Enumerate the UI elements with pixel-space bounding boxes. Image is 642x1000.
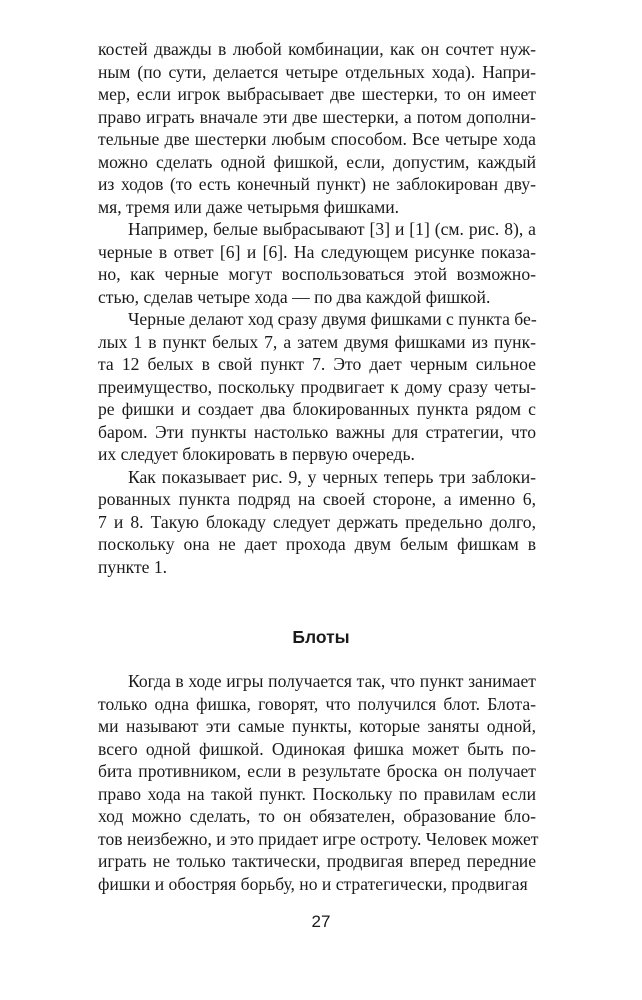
paragraph [98,670,539,895]
text-line: лых 1 в пункт белых 7, а затем двумя фишками из пунк- [98,331,536,352]
text-line: их следует блокировать в первую очередь. [98,444,415,464]
paragraph [98,38,536,218]
text-line [98,466,536,489]
text-line: черные в ответ [6] и [6]. На следующем рисунке показа- [98,241,536,262]
text-line: стью, сделав четыре хода — по два каждой фишкой. [98,286,491,307]
text-line [98,670,536,693]
text-line: 7 и 8. Такую блокаду следует держать предельно долго, [98,511,536,532]
text-line: рованных пункта подряд на своей стороне, а именно 6, [98,489,536,509]
text-line: ре фишки и создает два блокированных пункта рядом с [98,399,536,419]
text-line: костей дважды в любой комбинации, как он сочтет нуж- [98,39,536,59]
text-line: ход можно сделать, то он обязателен, образование бло- [98,806,536,826]
text-line-content: Черные делают ход сразу двумя фишками с пункта бе- [128,309,537,329]
paragraph [98,308,536,466]
text-block-top [98,38,536,578]
text-line [98,218,536,241]
text-line: пункте 1. [98,556,168,577]
text-line-content: Как показывает рис. 9, у черных теперь три заблоки- [128,466,536,487]
text-line: играть не только тактически, продвигая вперед передние [98,851,536,871]
paragraph [98,466,536,579]
text-line: право хода на такой пункт. Поскольку по правилам если [98,783,536,804]
paragraph [98,218,536,308]
text-line-content: Например, белые выбрасывают [3] и [1] (см. рис. 8), а [128,219,536,239]
page-number: 27 [311,912,331,931]
section-title: Блоты [292,627,350,647]
text-line: ным (по сути, делается четыре отдельных хода). Напри- [98,61,536,82]
text-line: но, как черные могут воспользоваться этой возможно- [98,264,536,284]
text-line: поскольку она не дает прохода двум белым фишкам в [98,534,536,554]
text-line: можно сделать одной фишкой, если, допустим, каждый [98,151,536,172]
text-line: всего одной фишкой. Одинокая фишка может быть по- [98,738,536,759]
text-block-bottom [98,670,539,895]
text-line [98,308,536,331]
text-line: баром. Эти пункты настолько важны для стратегии, что [98,421,536,442]
text-line: мер, если игрок выбрасывает две шестерки, то он имеет [98,84,536,104]
text-line: бита противником, если в результате броска он получает [98,761,536,781]
text-line-content: Когда в ходе игры получается так, что пункт занимает [128,671,536,691]
text-line: из ходов (то есть конечный пункт) не заблокирован дву- [98,174,536,194]
text-line: преимущество, поскольку продвигает к дому сразу четы- [98,376,536,397]
text-line: право играть вначале эти две шестерки, а потом дополни- [98,106,536,127]
text-line: тов неизбежно, и это придает игре остроту. Человек может [98,828,539,849]
text-line: тельные две шестерки любым способом. Все четыре хода [98,129,536,149]
text-line: только одна фишка, говорят, что получился блот. Блота- [98,693,536,714]
text-line: ми называют эти самые пункты, которые заняты одной, [98,716,536,736]
text-line: мя, тремя или даже четырьмя фишками. [98,196,400,217]
text-line: фишки и обостряя борьбу, но и стратегически, продвигая [98,873,528,894]
text-line: та 12 белых в свой пункт 7. Это дает черным сильное [98,354,536,374]
